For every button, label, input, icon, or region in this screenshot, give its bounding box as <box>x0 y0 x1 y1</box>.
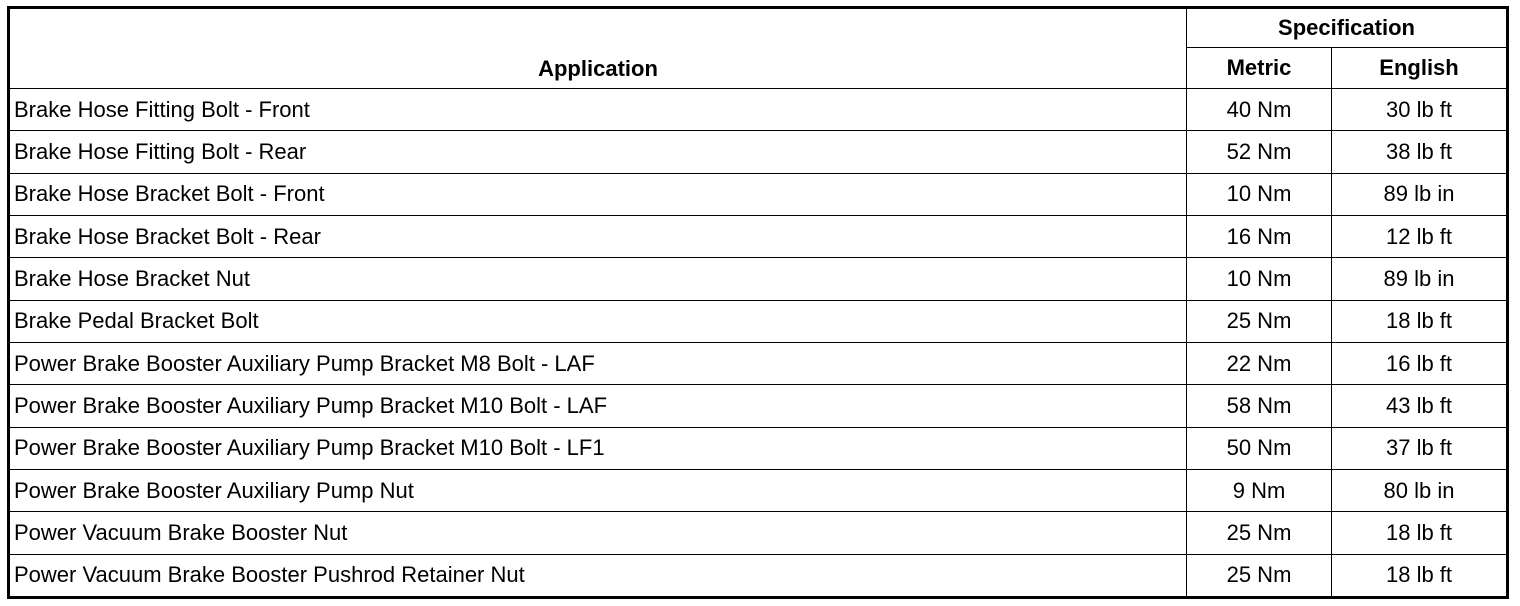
metric-header: Metric <box>1187 48 1332 89</box>
metric-cell: 25 Nm <box>1187 512 1332 554</box>
table-row <box>9 427 1508 469</box>
table-row <box>9 258 1508 300</box>
english-header: English <box>1332 48 1508 89</box>
metric-cell: 25 Nm <box>1187 554 1332 597</box>
fastener-specification-table <box>7 6 1509 599</box>
english-cell: 89 lb in <box>1332 258 1508 300</box>
table-row <box>9 89 1508 131</box>
english-cell: 89 lb in <box>1332 173 1508 215</box>
english-cell: 18 lb ft <box>1332 554 1508 597</box>
metric-cell: 10 Nm <box>1187 173 1332 215</box>
application-header: Application <box>9 8 1187 89</box>
english-cell: 43 lb ft <box>1332 385 1508 427</box>
application-cell: Brake Hose Fitting Bolt - Rear <box>9 131 1187 173</box>
specification-header: Specification <box>1187 8 1508 48</box>
english-cell: 37 lb ft <box>1332 427 1508 469</box>
english-cell: 18 lb ft <box>1332 512 1508 554</box>
table-row <box>9 131 1508 173</box>
metric-cell: 25 Nm <box>1187 300 1332 342</box>
header-row-top <box>9 8 1508 48</box>
table-row <box>9 554 1508 597</box>
application-cell: Brake Pedal Bracket Bolt <box>9 300 1187 342</box>
metric-cell: 16 Nm <box>1187 215 1332 257</box>
table-row <box>9 300 1508 342</box>
application-cell: Brake Hose Bracket Nut <box>9 258 1187 300</box>
metric-cell: 9 Nm <box>1187 469 1332 511</box>
application-cell: Brake Hose Fitting Bolt - Front <box>9 89 1187 131</box>
metric-cell: 40 Nm <box>1187 89 1332 131</box>
table-body <box>9 89 1508 598</box>
table-row <box>9 173 1508 215</box>
application-cell: Power Vacuum Brake Booster Pushrod Retainer Nut <box>9 554 1187 597</box>
application-cell: Power Brake Booster Auxiliary Pump Nut <box>9 469 1187 511</box>
table-row <box>9 215 1508 257</box>
metric-cell: 50 Nm <box>1187 427 1332 469</box>
application-cell: Power Brake Booster Auxiliary Pump Bracket M8 Bolt - LAF <box>9 342 1187 384</box>
application-cell: Power Vacuum Brake Booster Nut <box>9 512 1187 554</box>
application-cell: Power Brake Booster Auxiliary Pump Bracket M10 Bolt - LAF <box>9 385 1187 427</box>
metric-cell: 10 Nm <box>1187 258 1332 300</box>
english-cell: 12 lb ft <box>1332 215 1508 257</box>
metric-cell: 22 Nm <box>1187 342 1332 384</box>
table-header <box>9 8 1508 89</box>
table-row <box>9 469 1508 511</box>
application-cell: Power Brake Booster Auxiliary Pump Bracket M10 Bolt - LF1 <box>9 427 1187 469</box>
application-cell: Brake Hose Bracket Bolt - Rear <box>9 215 1187 257</box>
english-cell: 38 lb ft <box>1332 131 1508 173</box>
english-cell: 80 lb in <box>1332 469 1508 511</box>
table-row <box>9 385 1508 427</box>
metric-cell: 52 Nm <box>1187 131 1332 173</box>
application-cell: Brake Hose Bracket Bolt - Front <box>9 173 1187 215</box>
english-cell: 30 lb ft <box>1332 89 1508 131</box>
table-row <box>9 342 1508 384</box>
english-cell: 18 lb ft <box>1332 300 1508 342</box>
metric-cell: 58 Nm <box>1187 385 1332 427</box>
english-cell: 16 lb ft <box>1332 342 1508 384</box>
table-row <box>9 512 1508 554</box>
